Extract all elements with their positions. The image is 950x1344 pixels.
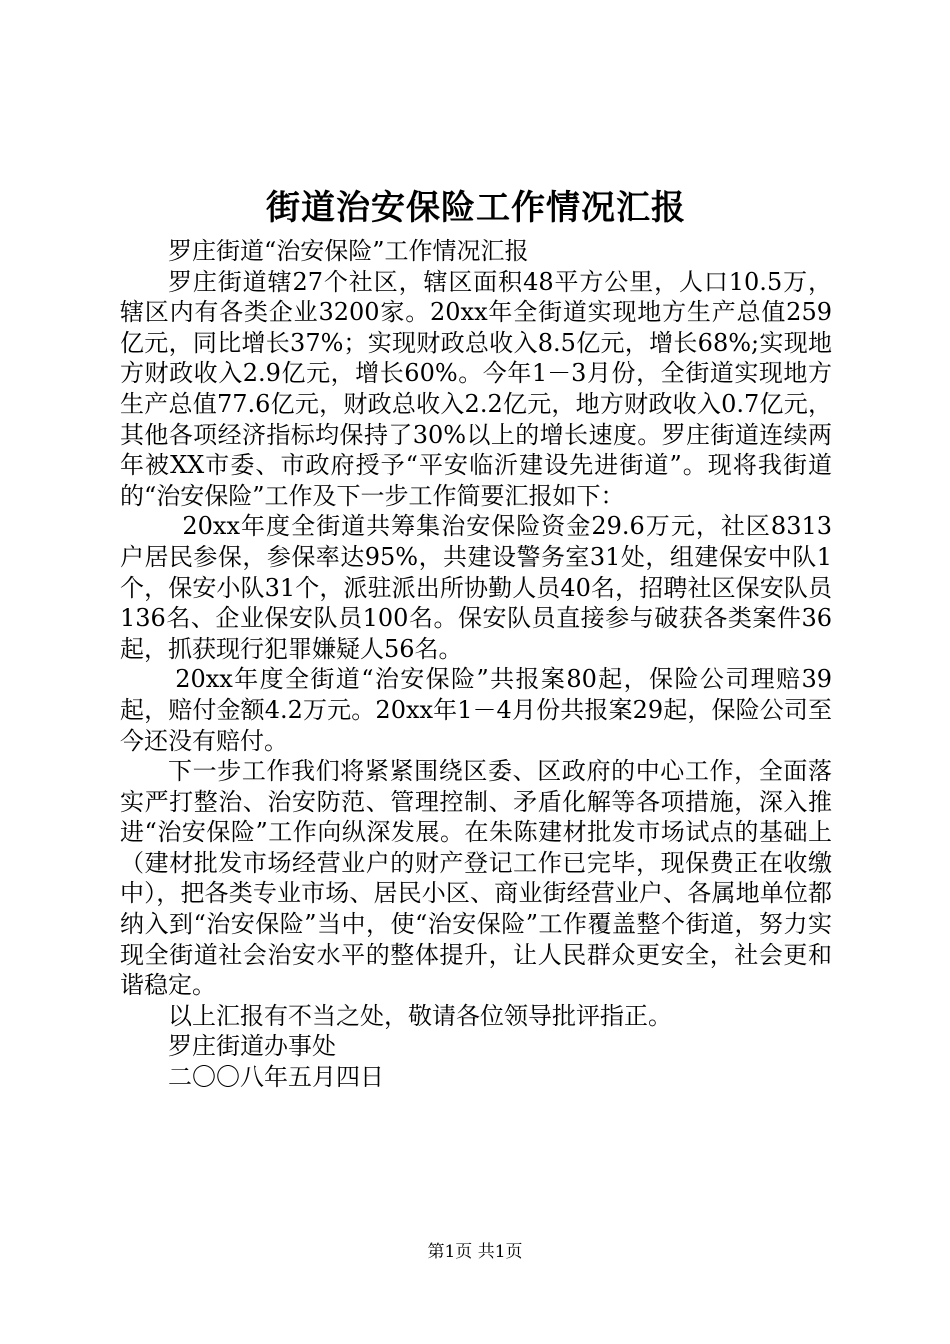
paragraph-overview: 罗庄街道辖27个社区，辖区面积48平方公里，人口10.5万，辖区内有各类企业3200家。20xx年全街道实现地方生产总值259亿元，同比增长37%；实现财政总收入8.5亿元，增长68%;实现地方财政收入2.9亿元，增长60%。今年1－3月份，全街道实现地方生产总值77.6亿元，财政总收入2.2亿元，地方财政收入0.7亿元，其他各项经济指标均保持了30%以上的增长速度。罗庄街道连续两年被XX市委、市政府授予“平安临沂建设先进街道”。现将我街道的“治安保险”工作及下一步工作简要汇报如下： (120, 267, 832, 510)
closing-remark: 以上汇报有不当之处，敬请各位领导批评指正。 (168, 1001, 672, 1030)
signature: 罗庄街道办事处 (168, 1032, 336, 1061)
document-date: 二〇〇八年五月四日 (168, 1063, 384, 1092)
paragraph-claims: 20xx年度全街道“治安保险”共报案80起，保险公司理赔39起，赔付金额4.2万元。20xx年1－4月份共报案29起，保险公司至今还没有赔付。 (120, 665, 832, 755)
document-title: 街道治安保险工作情况汇报 (266, 188, 686, 228)
paragraph-funding: 20xx年度全街道共筹集治安保险资金29.6万元，社区8313户居民参保，参保率达95%，共建设警务室31处，组建保安中队1个，保安小队31个，派驻派出所协勤人员40名，招聘社区保安队员136名、企业保安队员100名。保安队员直接参与破获各类案件36起，抓获现行犯罪嫌疑人56名。 (120, 512, 832, 663)
page-footer: 第1页 共1页 (427, 1242, 523, 1262)
paragraph-next-steps: 下一步工作我们将紧紧围绕区委、区政府的中心工作，全面落实严打整治、治安防范、管理控制、矛盾化解等各项措施，深入推进“治安保险”工作向纵深发展。在朱陈建材批发市场试点的基础上（建材批发市场经营业户的财产登记工作已完毕，现保费正在收缴中），把各类专业市场、居民小区、商业街经营业户、各属地单位都纳入到“治安保险”当中，使“治安保险”工作覆盖整个街道，努力实现全街道社会治安水平的整体提升，让人民群众更安全，社会更和谐稳定。 (120, 757, 832, 1000)
document-page (120, 180, 832, 1093)
document-subtitle: 罗庄街道“治安保险”工作情况汇报 (168, 237, 529, 265)
